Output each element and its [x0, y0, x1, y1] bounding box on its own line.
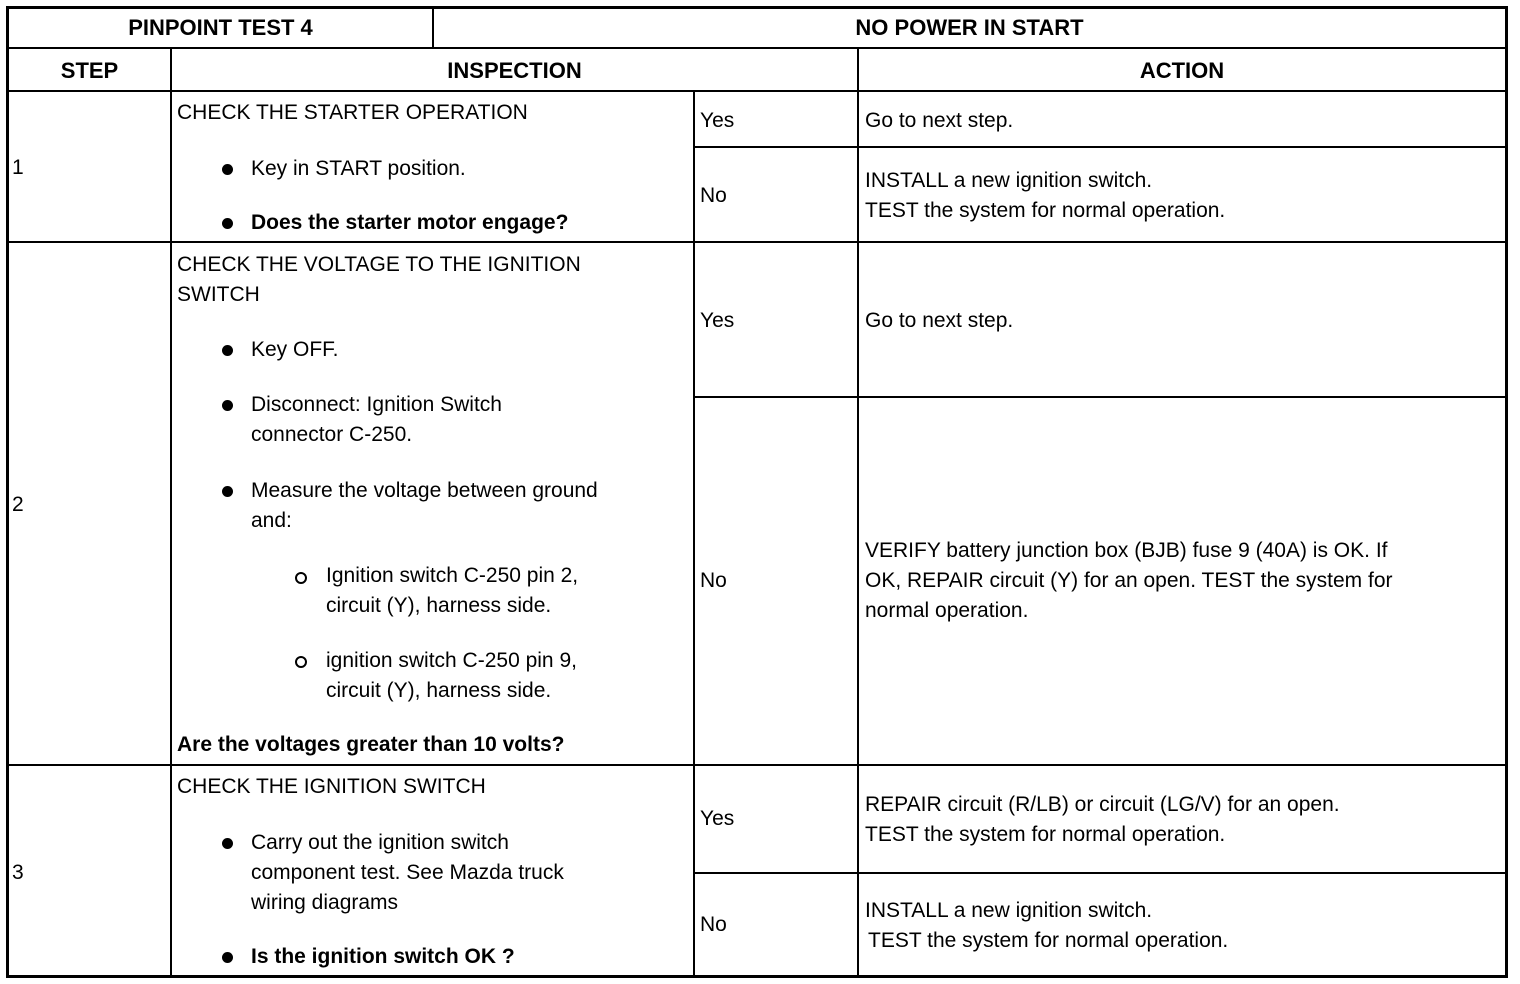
- action-no-line: INSTALL a new ignition switch.: [865, 169, 1153, 192]
- inspection-sub-bullet: Ignition switch C-250 pin 2,: [326, 564, 579, 587]
- action-no-line: normal operation.: [865, 599, 1029, 622]
- inspection-sub-bullet: circuit (Y), harness side.: [326, 594, 552, 617]
- action-no-line: INSTALL a new ignition switch.: [865, 899, 1153, 922]
- answer-yes: Yes: [700, 309, 735, 332]
- action-yes: Go to next step.: [865, 309, 1014, 332]
- inspection-bullet: Measure the voltage between ground: [251, 479, 598, 502]
- action-no-line: VERIFY battery junction box (BJB) fuse 9 (40A) is OK. If: [865, 539, 1388, 562]
- bullet-icon: [222, 218, 233, 229]
- inspection-heading: CHECK THE VOLTAGE TO THE IGNITION: [177, 253, 581, 276]
- inspection-heading: CHECK THE IGNITION SWITCH: [177, 775, 486, 798]
- bullet-icon: [222, 164, 233, 175]
- step-number: 1: [12, 156, 24, 179]
- step-number: 2: [12, 493, 24, 516]
- inspection-bullet: connector C-250.: [251, 423, 413, 446]
- action-yes-line: REPAIR circuit (R/LB) or circuit (LG/V) for an open.: [865, 793, 1340, 816]
- action-yes: Go to next step.: [865, 109, 1014, 132]
- action-no-line: OK, REPAIR circuit (Y) for an open. TEST the system for: [865, 569, 1393, 592]
- rule-answer-col: [693, 90, 695, 978]
- inspection-question: Does the starter motor engage?: [251, 211, 569, 234]
- action-no-line: TEST the system for normal operation.: [868, 929, 1229, 952]
- rule-step3-yes-no: [693, 872, 1508, 874]
- answer-no: No: [700, 569, 727, 592]
- answer-yes: Yes: [700, 807, 735, 830]
- inspection-bullet: wiring diagrams: [251, 891, 399, 914]
- sub-bullet-icon: [295, 656, 307, 668]
- rule-step2-yes-no: [693, 396, 1508, 398]
- answer-yes: Yes: [700, 109, 735, 132]
- action-no-line: TEST the system for normal operation.: [865, 199, 1226, 222]
- inspection-sub-bullet: circuit (Y), harness side.: [326, 679, 552, 702]
- inspection-bullet: Key in START position.: [251, 157, 466, 180]
- inspection-heading: SWITCH: [177, 283, 260, 306]
- inspection-question: Are the voltages greater than 10 volts?: [177, 733, 565, 756]
- test-name: PINPOINT TEST 4: [128, 15, 313, 40]
- column-header-step: STEP: [60, 58, 119, 83]
- sub-bullet-icon: [295, 572, 307, 584]
- answer-no: No: [700, 913, 727, 936]
- bullet-icon: [222, 486, 233, 497]
- inspection-heading: CHECK THE STARTER OPERATION: [177, 101, 528, 124]
- inspection-bullet: Key OFF.: [251, 338, 339, 361]
- inspection-bullet: Disconnect: Ignition Switch: [251, 393, 502, 416]
- test-title: NO POWER IN START: [855, 15, 1084, 40]
- bullet-icon: [222, 345, 233, 356]
- inspection-bullet: and:: [251, 509, 292, 532]
- rule-action-col: [857, 47, 859, 978]
- inspection-bullet: component test. See Mazda truck: [251, 861, 564, 884]
- action-yes-line: TEST the system for normal operation.: [865, 823, 1226, 846]
- bullet-icon: [222, 952, 233, 963]
- rule-step-col: [170, 47, 172, 978]
- inspection-sub-bullet: ignition switch C-250 pin 9,: [326, 649, 577, 672]
- column-header-inspection: INSPECTION: [447, 58, 582, 83]
- rule-step1-yes-no: [693, 146, 1508, 148]
- inspection-question: Is the ignition switch OK ?: [251, 945, 515, 968]
- rule-step2-bottom: [6, 764, 1508, 766]
- bullet-icon: [222, 400, 233, 411]
- bullet-icon: [222, 838, 233, 849]
- rule-columns-bottom: [6, 90, 1508, 92]
- step-number: 3: [12, 861, 24, 884]
- column-header-action: ACTION: [1139, 58, 1225, 83]
- rule-title-bottom: [6, 47, 1508, 49]
- answer-no: No: [700, 184, 727, 207]
- inspection-bullet: Carry out the ignition switch: [251, 831, 509, 854]
- rule-step1-bottom: [6, 241, 1508, 243]
